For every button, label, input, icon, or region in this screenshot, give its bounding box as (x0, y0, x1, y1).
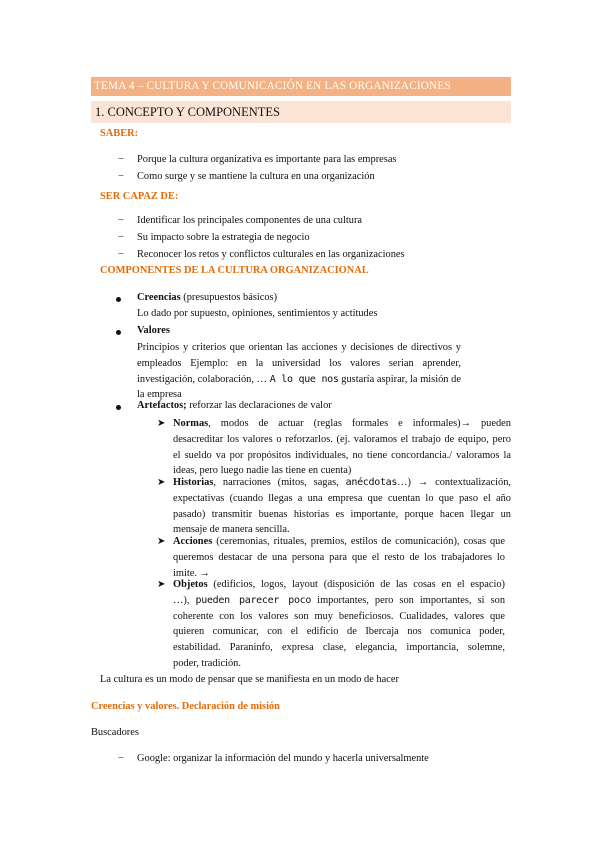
normas-paragraph: Normas, modos de actuar (reglas formales e informales)→ pueden desacreditar los valores o reforzarlos. (ej. valoramos el trabajo de equipo, pero el sueldo va por propósitos individuales, no tiene concordancia./ valoramos la ideas, pero luego nadie las tiene en cuenta) (173, 418, 511, 477)
creencias-detail: Lo dado por supuesto, opiniones, sentimientos y actitudes (137, 308, 378, 319)
section-heading: 1. CONCEPTO Y COMPONENTES (95, 105, 280, 119)
document-title: TEMA 4 – CULTURA Y COMUNICACIÓN EN LAS ORGANIZACIONES (94, 80, 451, 92)
bullet-icon (116, 330, 121, 335)
bullet-icon (116, 297, 121, 302)
dash-marker: − (118, 249, 124, 260)
arrow-bullet-icon: ➤ (157, 418, 166, 429)
acciones-paragraph: Acciones (ceremonias, rituales, premios, estilos de comunicación), cosas que queremos destacar de una persona para que el resto de los trabajadores lo imite. → (173, 536, 505, 579)
artefactos-item: Artefactos; reforzar las declaraciones de valor (137, 400, 332, 411)
dash-marker: − (118, 232, 124, 243)
componentes-heading: COMPONENTES DE LA CULTURA ORGANIZACIONAL (100, 265, 369, 276)
dash-marker: − (118, 171, 124, 182)
buscadores-label: Buscadores (91, 727, 139, 738)
creencias-valores-heading: Creencias y valores. Declaración de misión (91, 701, 280, 712)
summary-text: La cultura es un modo de pensar que se manifiesta en un modo de hacer (100, 674, 399, 685)
arrow-bullet-icon: ➤ (157, 536, 166, 547)
arrow-bullet-icon: ➤ (157, 579, 166, 590)
section-heading-bar (91, 101, 511, 123)
arrow-bullet-icon: ➤ (157, 477, 166, 488)
dash-marker: − (118, 753, 124, 764)
title-bar (91, 77, 511, 96)
saber-heading: SABER: (100, 128, 139, 139)
objetos-paragraph: Objetos (edificios, logos, layout (disposición de las cosas en el espacio) …), pueden parecer poco importantes, pero son importantes, si son coherente con los valores son muy beneficiosos. Cualidades, valores que quieren comunicar, con el edificio de Ibercaja nos comunica poder, estabilidad. Paraninfo, expresa clase, elegancia, importancia, solemne, poder, tradición. (173, 579, 506, 669)
dash-marker: − (118, 154, 124, 165)
ser-capaz-heading: SER CAPAZ DE: (100, 191, 179, 202)
dash-marker: − (118, 215, 124, 226)
historias-paragraph: Historias, narraciones (mitos, sagas, anécdotas…) → contextualización, expectativas (cuando llegas a una empresa que cuentan lo que paso el año pasado) transmitir buenas historias es importante, porque hacen llegar un mensaje de manera sencilla. (173, 477, 511, 536)
document-page: TEMA 4 – CULTURA Y COMUNICACIÓN EN LAS ORGANIZACIONES 1. CONCEPTO Y COMPONENTES SABER: − Porque la cultura organizativa es importante para las empresas − Como surge y se mantiene la cultura en una organización SER CAPAZ DE: − Identificar los principales componentes de una cultura − Su impacto sobre la estrategia de negocio − Reconocer los retos y conflictos culturales en las organizaciones COMPONENTES DE LA CULTURA ORGANIZACIONAL Creencias (presupuestos básicos) Lo dado por supuesto, opiniones, sentimientos y actitudes Valores Principios y criterios que orientan las acciones y decisiones de directivos y empleados Ejemplo: en la universidad los valores serian aprender, investigación, colaboración, … A lo que nos gustaría aspirar, la misión de la empresa Artefactos; reforzar las declaraciones de valor ➤ Normas, modos de actuar (reglas formales e informales)→ pueden desacreditar los valores o reforzarlos. (ej. valoramos el trabajo de equipo, pero el sueldo va por propósitos individuales, no tiene concordancia./ valoramos la ideas, pero luego nadie las tiene en cuenta) ➤ Historias, narraciones (mitos, sagas, anécdotas…) → contextualización, expectativas (cuando llegas a una empresa que cuentan lo que paso el año pasado) transmitir buenas historias es importante, porque hacen llegar un mensaje de manera sencilla. ➤ Acciones (ceremonias, rituales, premios, estilos de comunicación), cosas que queremos destacar de una persona para que el resto de los trabajadores lo imite. → ➤ Objetos (edificios, logos, layout (disposición de las cosas en el espacio) …), pueden parecer poco importantes, pero son importantes, si son coherente con los valores son muy beneficiosos. Cualidades, valores que quieren comunicar, con el edificio de Ibercaja nos comunica poder, estabilidad. Paraninfo, expresa clase, elegancia, importancia, solemne, poder, tradición. La cultura es un modo de pensar que se manifiesta en un modo de hacer Creencias y valores. Declaración de misión Buscadores − Google: organizar la información del mundo y hacerla universalmente (0, 0, 603, 848)
creencias-item: Creencias (presupuestos básicos) (137, 292, 278, 303)
valores-paragraph: Principios y criterios que orientan las acciones y decisiones de directivos y empleados Ejemplo: en la universidad los valores serian aprender, investigación, colaboración, … A lo que nos gustaría aspirar, la misión de la empresa (137, 342, 461, 401)
bullet-icon (116, 405, 121, 410)
valores-label: Valores (137, 325, 170, 336)
